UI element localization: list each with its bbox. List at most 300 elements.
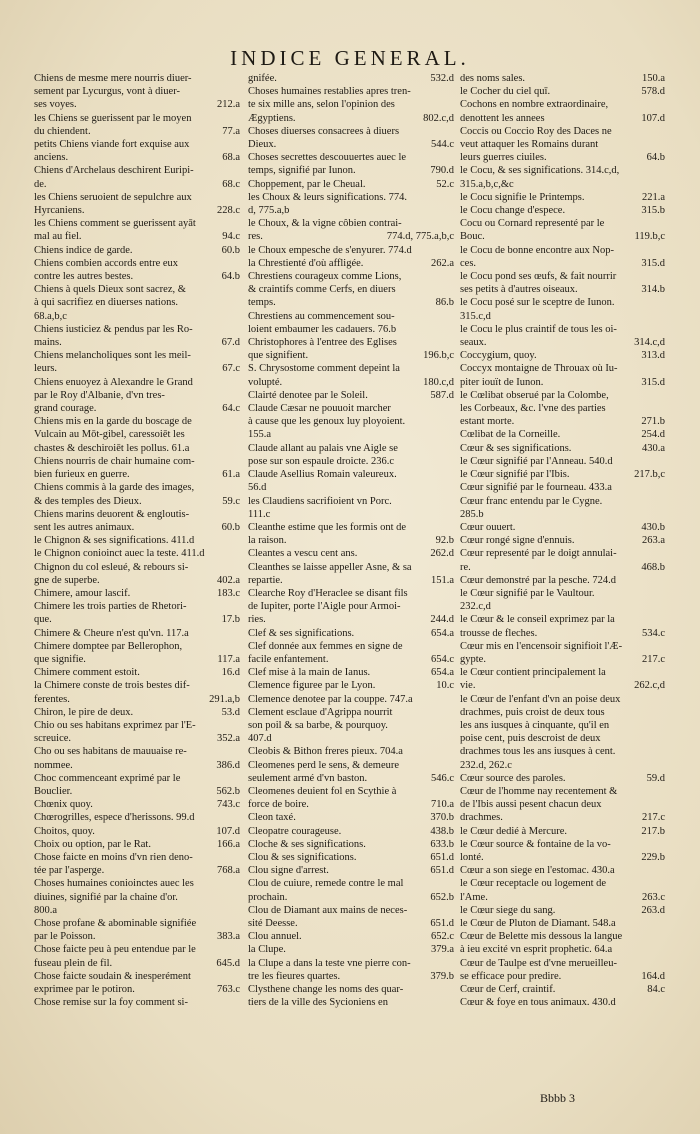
entry-text: ses petits à d'autres oiseaux. xyxy=(460,284,578,296)
entry-text: du chiendent. xyxy=(34,125,91,137)
entry-text: Cœur a son siege en l'estomac. 430.a xyxy=(460,865,615,877)
index-entry xyxy=(460,877,665,890)
entry-text: le Cœur dedié à Mercure. xyxy=(460,825,567,837)
entry-reference: 790.d xyxy=(430,165,454,177)
entry-text: Chrestiens au commencement sou- xyxy=(248,310,395,322)
entry-reference: 652.b xyxy=(430,891,454,903)
entry-text: denottent les annees xyxy=(460,112,545,124)
index-entry xyxy=(34,521,240,534)
entry-reference: 352.a xyxy=(216,733,240,745)
index-entry xyxy=(248,151,454,164)
index-entry xyxy=(248,376,454,389)
entry-text: S. Chrysostome comment depeint la xyxy=(248,363,400,375)
entry-text: lonté. xyxy=(460,851,484,863)
index-entry xyxy=(460,600,665,613)
entry-text: le Cocu change d'espece. xyxy=(460,205,566,217)
entry-text: le Cocher du ciel quī. xyxy=(460,86,551,98)
entry-text: Chose faicte en moins d'vn rien deno- xyxy=(34,851,193,863)
entry-text: Choses humaines restablies apres tren- xyxy=(248,86,411,98)
index-entry xyxy=(248,772,454,785)
index-entry xyxy=(34,508,240,521)
entry-reference: 64.b xyxy=(221,271,240,283)
entry-text: les Chiens se guerissent par le moyen xyxy=(34,112,192,124)
index-entry xyxy=(460,508,665,521)
entry-text: Cœur source des paroles. xyxy=(460,772,566,784)
entry-text: Cœur demonstré par la pesche. 724.d xyxy=(460,574,616,586)
entry-text: mains. xyxy=(34,337,62,349)
index-entry xyxy=(248,745,454,758)
index-entry xyxy=(460,679,665,692)
entry-text: 155.a xyxy=(248,429,272,441)
entry-text: ces. xyxy=(460,257,477,269)
entry-text: Cœur ouuert. xyxy=(460,521,516,533)
index-entry xyxy=(248,349,454,362)
index-entry xyxy=(34,574,240,587)
index-entry xyxy=(460,917,665,930)
entry-text: Cœur signifié par le fourneau. 433.a xyxy=(460,482,612,494)
entry-text: Chose remise sur la foy comment si- xyxy=(34,997,188,1009)
entry-text: Dieux. xyxy=(248,139,277,151)
index-entry xyxy=(248,851,454,864)
index-entry xyxy=(460,587,665,600)
entry-text: contre les autres bestes. xyxy=(34,271,134,283)
entry-text: le Cœur signifié par le Vaultour. xyxy=(460,587,595,599)
index-entry xyxy=(34,112,240,125)
entry-reference: 438.b xyxy=(430,825,454,837)
entry-text: à qui sacrifiez en diuerses nations. xyxy=(34,297,179,309)
entry-text: bien furieux en guerre. xyxy=(34,469,130,481)
entry-reference: 221.a xyxy=(641,191,665,203)
entry-text: le Cocu signifie le Printemps. xyxy=(460,191,585,203)
index-entry xyxy=(34,415,240,428)
entry-text: Coccis ou Coccio Roy des Daces ne xyxy=(460,125,612,137)
index-entry xyxy=(460,798,665,811)
entry-text: repartie. xyxy=(248,574,283,586)
index-entry xyxy=(460,719,665,732)
entry-text: Cœur de Belette mis dessous la langue xyxy=(460,931,623,943)
entry-text: re. xyxy=(460,561,471,573)
index-entry xyxy=(460,125,665,138)
index-entry xyxy=(460,534,665,547)
entry-text: gne de superbe. xyxy=(34,574,100,586)
entry-reference: 183.c xyxy=(216,587,240,599)
entry-reference: 60.b xyxy=(221,244,240,256)
index-entry xyxy=(248,521,454,534)
entry-text: Choix ou option, par le Rat. xyxy=(34,838,151,850)
index-entry xyxy=(460,85,665,98)
entry-text: nommee. xyxy=(34,759,73,771)
entry-text: ries. xyxy=(248,614,266,626)
entry-reference: 262.c,d xyxy=(634,680,665,692)
index-entry xyxy=(460,349,665,362)
index-entry xyxy=(248,613,454,626)
index-entry xyxy=(248,164,454,177)
entry-reference: 314.c,d xyxy=(634,337,665,349)
entry-reference: 313.d xyxy=(641,350,665,362)
entry-reference: 244.d xyxy=(430,614,454,626)
entry-text: par le Poisson. xyxy=(34,931,96,943)
entry-reference: 430.b xyxy=(641,521,665,533)
entry-reference: 651.d xyxy=(430,918,454,929)
index-entry xyxy=(460,442,665,455)
index-entry xyxy=(460,864,665,877)
index-entry xyxy=(460,613,665,626)
index-entry xyxy=(248,785,454,798)
entry-text: Chiens enuoyez à Alexandre le Grand xyxy=(34,376,193,388)
entry-text: 315.c,d xyxy=(460,310,491,322)
index-entry xyxy=(34,72,240,85)
index-entry xyxy=(460,415,665,428)
index-entry xyxy=(248,825,454,838)
entry-text: trousse de fleches. xyxy=(460,627,538,639)
entry-reference: 10.c xyxy=(436,680,454,692)
index-entry xyxy=(248,574,454,587)
entry-text: & craintifs comme Cerfs, en diuers xyxy=(248,284,396,296)
entry-text: à ieu excité vn esprit prophetic. 64.a xyxy=(460,944,613,956)
entry-text: Ægyptiens. xyxy=(248,112,296,124)
index-entry xyxy=(34,323,240,336)
index-entry xyxy=(460,191,665,204)
index-entry xyxy=(248,534,454,547)
index-entry xyxy=(460,970,665,983)
entry-text: Cœur representé par le doigt annulai- xyxy=(460,548,617,560)
entry-text: mal au fiel. xyxy=(34,231,82,243)
entry-reference: 271.b xyxy=(641,416,665,428)
index-entry xyxy=(248,547,454,560)
entry-text: Bouc. xyxy=(460,231,485,243)
entry-text: poise cent, puis descroist de deux xyxy=(460,733,601,745)
entry-reference: 370.b xyxy=(430,812,454,824)
entry-reference: 119.b,c xyxy=(634,231,665,243)
entry-text: la Clupe a dans la teste vne pierre con- xyxy=(248,957,411,969)
index-entry xyxy=(460,825,665,838)
entry-text: Chiens melancholiques sont les meil- xyxy=(34,350,191,362)
index-entry xyxy=(460,785,665,798)
index-entry xyxy=(460,270,665,283)
entry-reference: 151.a xyxy=(430,574,454,586)
entry-text: screuice. xyxy=(34,733,72,745)
index-entry xyxy=(248,877,454,890)
entry-text: Chœrogrilles, espece d'herissons. 99.d xyxy=(34,812,195,824)
index-entry xyxy=(248,798,454,811)
index-entry xyxy=(34,679,240,692)
entry-reference: 633.b xyxy=(430,838,454,850)
entry-text: Chose faicte peu à peu entendue par le xyxy=(34,944,196,956)
index-entry xyxy=(460,745,665,758)
entry-reference: 107.d xyxy=(641,112,665,124)
entry-text: gypte. xyxy=(460,653,486,665)
entry-reference: 263.c xyxy=(641,891,665,903)
entry-text: les Chiens comment se guerissent ayāt xyxy=(34,218,196,230)
index-column-1 xyxy=(34,72,240,1009)
index-entry xyxy=(248,891,454,904)
index-entry xyxy=(34,745,240,758)
entry-text: par le Roy d'Albanie, d'vn tres- xyxy=(34,389,165,401)
index-entry xyxy=(248,296,454,309)
entry-reference: 468.b xyxy=(641,561,665,573)
entry-text: Chose faicte soudain & inesperément xyxy=(34,970,191,982)
index-entry xyxy=(248,508,454,521)
index-entry xyxy=(248,98,454,111)
entry-text: Claude Asellius Romain valeureux. xyxy=(248,469,397,481)
entry-text: te six mille ans, selon l'opinion des xyxy=(248,99,395,111)
entry-reference: 315.d xyxy=(641,257,665,269)
entry-reference: 654.a xyxy=(430,667,454,679)
entry-text: le Choux empesche de s'enyurer. 774.d xyxy=(248,244,412,256)
entry-text: les Claudiens sacrifioient vn Porc. xyxy=(248,495,392,507)
index-entry xyxy=(34,732,240,745)
index-entry xyxy=(34,891,240,904)
entry-text: l'Ame. xyxy=(460,891,488,903)
entry-reference: 228.c xyxy=(216,205,240,217)
entry-reference: 180.c,d xyxy=(423,376,454,388)
index-entry xyxy=(34,362,240,375)
index-entry xyxy=(248,442,454,455)
entry-text: leurs. xyxy=(34,363,58,375)
index-entry xyxy=(34,772,240,785)
entry-text: Choses diuerses consacrees à diuers xyxy=(248,125,400,137)
entry-reference: 166.a xyxy=(216,838,240,850)
entry-reference: 379.b xyxy=(430,970,454,982)
entry-reference: 217.b xyxy=(641,825,665,837)
index-entry xyxy=(34,613,240,626)
index-entry xyxy=(460,811,665,824)
entry-text: Chimere les trois parties de Rhetori- xyxy=(34,601,187,613)
index-entry xyxy=(248,178,454,191)
index-entry xyxy=(248,495,454,508)
index-entry xyxy=(460,310,665,323)
entry-reference: 743.c xyxy=(216,799,240,811)
entry-text: petits Chiens viande fort exquise aux xyxy=(34,139,190,151)
entry-text: tée par l'asperge. xyxy=(34,865,105,877)
index-entry xyxy=(34,877,240,890)
index-entry xyxy=(248,455,454,468)
entry-text: Clef mise à la main de Ianus. xyxy=(248,667,371,679)
index-entry xyxy=(248,917,454,930)
index-entry xyxy=(248,481,454,494)
entry-reference: 263.d xyxy=(641,904,665,916)
entry-text: Chimere domptee par Bellerophon, xyxy=(34,640,183,652)
index-entry xyxy=(34,627,240,640)
entry-text: 232.c,d xyxy=(460,601,491,613)
entry-text: 285.b xyxy=(460,508,484,520)
index-entry xyxy=(248,811,454,824)
index-entry xyxy=(460,72,665,85)
entry-text: Clou signe d'arrest. xyxy=(248,865,329,877)
index-entry xyxy=(248,600,454,613)
entry-reference: 379.a xyxy=(430,944,454,956)
entry-text: Cho ou ses habitans de mauuaise re- xyxy=(34,746,187,758)
index-entry xyxy=(460,178,665,191)
index-entry xyxy=(460,112,665,125)
entry-text: Clemence denotee par la couppe. 747.a xyxy=(248,693,413,705)
index-entry xyxy=(248,257,454,270)
index-entry xyxy=(460,138,665,151)
entry-text: Cochons en nombre extraordinaire, xyxy=(460,99,609,111)
entry-text: à cause que les genoux luy ployoient. xyxy=(248,416,406,428)
entry-text: Clairté denotee par le Soleil. xyxy=(248,389,368,401)
index-entry xyxy=(34,481,240,494)
entry-text: vie. xyxy=(460,680,476,692)
index-entry xyxy=(460,732,665,745)
entry-reference: 84.c xyxy=(647,984,665,996)
index-entry xyxy=(460,547,665,560)
index-entry xyxy=(460,574,665,587)
entry-reference: 546.c xyxy=(430,772,454,784)
index-entry xyxy=(460,653,665,666)
entry-text: Chiens mis en la garde du boscage de xyxy=(34,416,192,428)
index-entry xyxy=(34,428,240,441)
index-entry xyxy=(34,838,240,851)
entry-text: le Cœur de Pluton de Diamant. 548.a xyxy=(460,918,616,929)
entry-text: Clement esclaue d'Agrippa nourrit xyxy=(248,706,393,718)
entry-text: Chœnix quoy. xyxy=(34,799,93,811)
entry-text: & des temples des Dieux. xyxy=(34,495,142,507)
entry-text: le Chignon & ses significations. 411.d xyxy=(34,535,195,547)
index-entry xyxy=(460,455,665,468)
index-entry xyxy=(460,759,665,772)
index-entry xyxy=(248,138,454,151)
entry-reference: 562.b xyxy=(216,785,240,797)
index-entry xyxy=(248,904,454,917)
entry-text: Chiens d'Archelaus deschirent Euripi- xyxy=(34,165,194,177)
entry-text: chastes & deschiroiēt les pollus. 61.a xyxy=(34,442,190,454)
entry-text: sent les autres animaux. xyxy=(34,521,135,533)
entry-text: temps, signifié par Iunon. xyxy=(248,165,356,177)
index-entry xyxy=(34,442,240,455)
entry-text: Choses secrettes descouuertes auec le xyxy=(248,152,407,164)
entry-text: le Choux, & la vigne côbien contrai- xyxy=(248,218,402,230)
entry-text: les Chiens seruoient de sepulchre aux xyxy=(34,191,192,203)
index-entry xyxy=(460,627,665,640)
entry-text: drachmes. xyxy=(460,812,503,824)
index-entry xyxy=(34,587,240,600)
entry-text: les Choux & leurs significations. 774. xyxy=(248,191,407,203)
index-entry xyxy=(34,402,240,415)
entry-text: le Cocu posé sur le sceptre de Iunon. xyxy=(460,297,615,309)
index-entry xyxy=(34,468,240,481)
entry-text: seulement armé d'vn baston. xyxy=(248,772,368,784)
entry-text: son poil & sa barbe, & pourquoy. xyxy=(248,719,388,731)
index-entry xyxy=(248,230,454,243)
index-entry xyxy=(248,759,454,772)
entry-text: Christophores à l'entree des Eglises xyxy=(248,337,397,349)
index-entry xyxy=(460,323,665,336)
signature-mark: Bbbb 3 xyxy=(540,1091,576,1105)
entry-reference: 212.a xyxy=(216,99,240,111)
entry-text: anciens. xyxy=(34,152,69,164)
index-entry xyxy=(248,85,454,98)
index-entry xyxy=(34,904,240,917)
entry-text: loient embaumer les cadauers. 76.b xyxy=(248,323,397,335)
index-entry xyxy=(34,943,240,956)
index-entry xyxy=(460,98,665,111)
index-entry xyxy=(34,785,240,798)
entry-reference: 774.d, 775.a,b,c xyxy=(386,231,454,243)
index-entry xyxy=(248,719,454,732)
index-entry xyxy=(460,838,665,851)
index-entry xyxy=(248,217,454,230)
entry-text: Cocu ou Cornard representé par le xyxy=(460,218,605,230)
index-entry xyxy=(34,217,240,230)
entry-text: des noms sales. xyxy=(460,73,526,84)
index-entry xyxy=(248,666,454,679)
index-entry xyxy=(248,323,454,336)
entry-reference: 651.d xyxy=(430,865,454,877)
entry-reference: 534.c xyxy=(641,627,665,639)
page-header: INDICE GENERAL. xyxy=(230,46,470,70)
index-entry xyxy=(460,164,665,177)
index-entry xyxy=(248,468,454,481)
entry-text: Claude Cæsar ne pouuoit marcher xyxy=(248,403,391,415)
index-entry xyxy=(34,851,240,864)
index-entry xyxy=(248,957,454,970)
entry-text: drachmes, puis croist de deux tous xyxy=(460,706,605,718)
entry-text: le Cœur de l'enfant d'vn an poise deux xyxy=(460,693,621,705)
entry-text: sité Deesse. xyxy=(248,918,298,929)
index-entry xyxy=(34,653,240,666)
entry-reference: 652.c xyxy=(430,931,454,943)
entry-text: volupté. xyxy=(248,376,283,388)
entry-text: 111.c xyxy=(248,508,271,520)
entry-text: diuines, signifié par la chaine d'or. xyxy=(34,891,178,903)
entry-text: Cœur rongé signe d'ennuis. xyxy=(460,535,575,547)
entry-text: Clou annuel. xyxy=(248,931,302,943)
entry-reference: 262.d xyxy=(430,548,454,560)
index-entry xyxy=(460,481,665,494)
entry-text: Cœur & ses significations. xyxy=(460,442,572,454)
index-entry xyxy=(34,257,240,270)
entry-text: piter iouït de Iunon. xyxy=(460,376,544,388)
index-entry xyxy=(460,389,665,402)
entry-text: le Cœlibat obserué par la Colombe, xyxy=(460,389,609,401)
index-column-2 xyxy=(248,72,454,1009)
entry-text: Cleopatre courageuse. xyxy=(248,825,342,837)
index-entry xyxy=(248,362,454,375)
index-entry xyxy=(34,178,240,191)
entry-text: gnifée. xyxy=(248,73,277,84)
entry-reference: 645.d xyxy=(216,957,240,969)
index-entry xyxy=(460,362,665,375)
index-entry xyxy=(34,706,240,719)
entry-text: le Cocu le plus craintif de tous les oi- xyxy=(460,323,617,335)
index-entry xyxy=(460,891,665,904)
index-entry xyxy=(248,732,454,745)
index-entry xyxy=(34,204,240,217)
entry-text: les Corbeaux, &c. l'vne des parties xyxy=(460,403,606,415)
entry-text: le Cœur receptacle ou logement de xyxy=(460,878,607,890)
index-entry xyxy=(34,917,240,930)
entry-text: que. xyxy=(34,614,52,626)
index-entry xyxy=(34,244,240,257)
entry-reference: 68.c xyxy=(222,178,240,190)
entry-text: Coccyx montaigne de Throuax où Iu- xyxy=(460,363,618,375)
entry-reference: 383.a xyxy=(216,931,240,943)
index-entry xyxy=(460,217,665,230)
index-entry xyxy=(248,679,454,692)
entry-text: 407.d xyxy=(248,733,272,745)
index-entry xyxy=(248,191,454,204)
index-entry xyxy=(248,943,454,956)
index-entry xyxy=(460,244,665,257)
index-entry xyxy=(248,930,454,943)
entry-text: Choses humaines conioinctes auec les xyxy=(34,878,194,890)
entry-reference: 587.d xyxy=(430,389,454,401)
entry-text: Chiens combien accords entre eux xyxy=(34,257,179,269)
entry-text: prochain. xyxy=(248,891,288,903)
entry-text: le Cœur signifié par l'Ibis. xyxy=(460,469,570,481)
entry-reference: 67.d xyxy=(221,337,240,349)
